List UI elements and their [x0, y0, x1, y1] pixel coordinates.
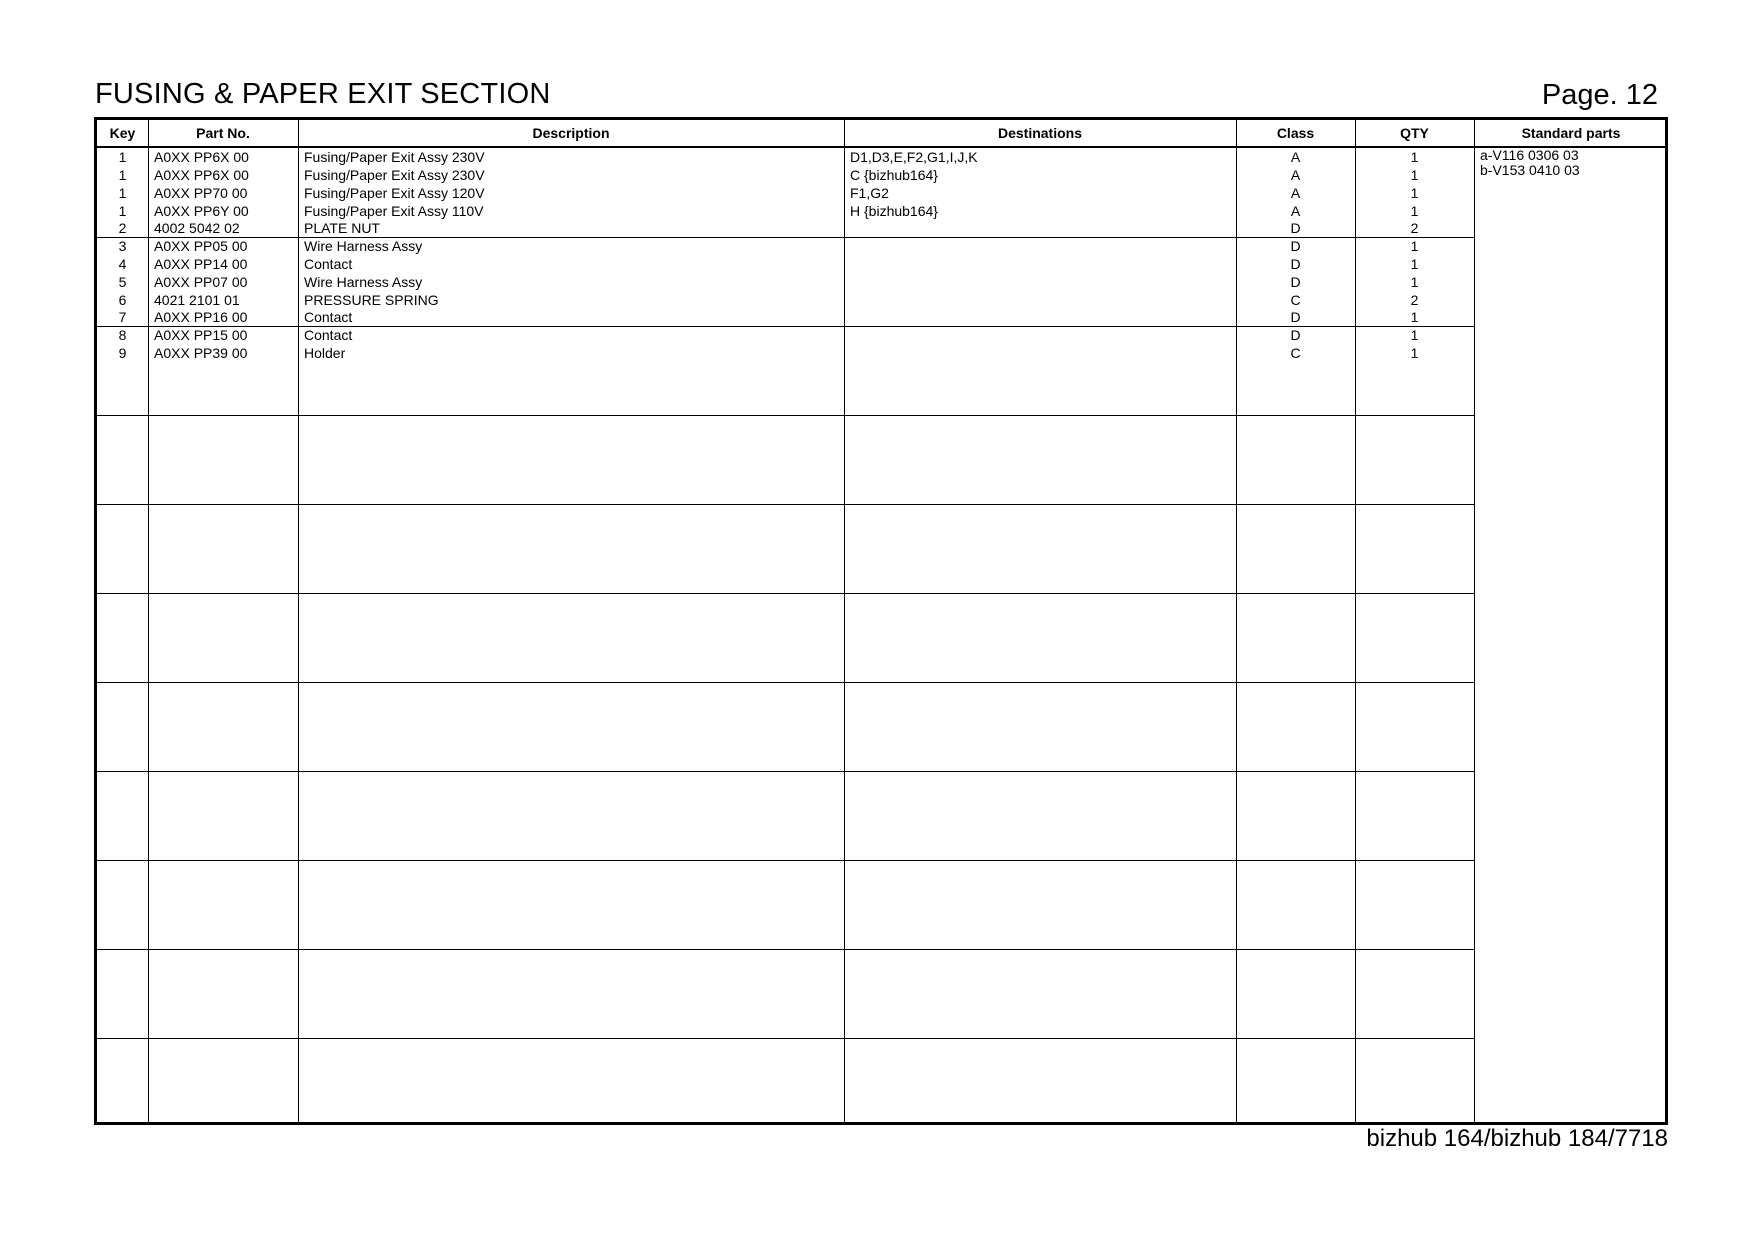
cell-class: D: [1290, 274, 1301, 290]
column-header-qty: QTY: [1400, 125, 1429, 141]
column-header-standard-parts: Standard parts: [1521, 125, 1621, 141]
cell-description: Contact: [304, 327, 353, 343]
cell-qty: 2: [1410, 292, 1419, 308]
cell-class: C: [1290, 345, 1301, 361]
cell-description: PRESSURE SPRING: [304, 292, 439, 308]
page-number: Page. 12: [1541, 79, 1658, 111]
cell-description: Fusing/Paper Exit Assy 120V: [304, 185, 485, 201]
cell-qty: 1: [1410, 309, 1419, 325]
cell-qty: 1: [1410, 167, 1419, 183]
parts-table: [94, 117, 1668, 1125]
cell-key: 1: [118, 203, 127, 219]
cell-part-no: A0XX PP14 00: [154, 256, 248, 272]
cell-qty: 1: [1410, 149, 1419, 165]
cell-destinations: D1,D3,E,F2,G1,I,J,K: [850, 149, 978, 165]
cell-description: Wire Harness Assy: [304, 238, 423, 254]
cell-qty: 1: [1410, 185, 1419, 201]
cell-class: D: [1290, 256, 1301, 272]
cell-description: Fusing/Paper Exit Assy 230V: [304, 149, 485, 165]
page-title: FUSING & PAPER EXIT SECTION: [95, 78, 551, 110]
cell-key: 2: [118, 220, 127, 236]
cell-key: 3: [118, 238, 127, 254]
row-group-divider: [97, 504, 1474, 505]
cell-part-no: A0XX PP07 00: [154, 274, 248, 290]
standard-part-a: a-V116 0306 03: [1480, 147, 1579, 163]
row-group-divider: [97, 771, 1474, 772]
cell-part-no: 4021 2101 01: [154, 292, 240, 308]
column-header-description: Description: [532, 125, 610, 141]
cell-key: 8: [118, 327, 127, 343]
cell-part-no: A0XX PP6X 00: [154, 149, 249, 165]
cell-part-no: A0XX PP6Y 00: [154, 203, 249, 219]
cell-class: C: [1290, 292, 1301, 308]
cell-class: A: [1290, 167, 1301, 183]
cell-description: Fusing/Paper Exit Assy 110V: [304, 203, 484, 219]
row-group-divider: [97, 682, 1474, 683]
cell-class: D: [1290, 220, 1301, 236]
cell-class: A: [1290, 149, 1301, 165]
column-header-key: Key: [109, 125, 136, 141]
cell-class: D: [1290, 238, 1301, 254]
cell-qty: 2: [1410, 220, 1419, 236]
column-divider: [1474, 120, 1475, 1122]
cell-part-no: A0XX PP15 00: [154, 327, 248, 343]
cell-qty: 1: [1410, 238, 1419, 254]
footer-model-name: bizhub 164/bizhub 184/7718: [1366, 1125, 1668, 1152]
cell-part-no: A0XX PP6X 00: [154, 167, 249, 183]
cell-part-no: A0XX PP16 00: [154, 309, 248, 325]
cell-qty: 1: [1410, 345, 1419, 361]
cell-qty: 1: [1410, 256, 1419, 272]
cell-destinations: F1,G2: [850, 185, 889, 201]
cell-class: A: [1290, 185, 1301, 201]
cell-qty: 1: [1410, 203, 1419, 219]
column-divider: [844, 120, 845, 1122]
column-divider: [298, 120, 299, 1122]
cell-destinations: C {bizhub164}: [850, 167, 938, 183]
cell-key: 4: [118, 256, 127, 272]
cell-class: D: [1290, 309, 1301, 325]
cell-part-no: A0XX PP05 00: [154, 238, 248, 254]
cell-class: D: [1290, 327, 1301, 343]
cell-qty: 1: [1410, 327, 1419, 343]
row-group-divider: [97, 1038, 1474, 1039]
column-header-part-no: Part No.: [196, 125, 250, 141]
cell-description: Holder: [304, 345, 346, 361]
cell-part-no: 4002 5042 02: [154, 220, 240, 236]
cell-key: 6: [118, 292, 127, 308]
row-group-divider: [97, 415, 1474, 416]
cell-description: Contact: [304, 256, 353, 272]
column-header-destinations: Destinations: [997, 125, 1082, 141]
cell-part-no: A0XX PP70 00: [154, 185, 248, 201]
cell-key: 1: [118, 185, 127, 201]
standard-part-b: b-V153 0410 03: [1480, 162, 1580, 178]
cell-part-no: A0XX PP39 00: [154, 345, 248, 361]
cell-qty: 1: [1410, 274, 1419, 290]
row-group-divider: [97, 593, 1474, 594]
cell-description: Wire Harness Assy: [304, 274, 423, 290]
row-group-divider: [97, 949, 1474, 950]
cell-key: 1: [118, 149, 127, 165]
column-header-class: Class: [1276, 125, 1315, 141]
cell-class: A: [1290, 203, 1301, 219]
cell-key: 9: [118, 345, 127, 361]
column-divider: [148, 120, 149, 1122]
cell-destinations: H {bizhub164}: [850, 203, 938, 219]
cell-key: 7: [118, 309, 127, 325]
row-group-divider: [97, 860, 1474, 861]
cell-key: 1: [118, 167, 127, 183]
cell-key: 5: [118, 274, 127, 290]
cell-description: Fusing/Paper Exit Assy 230V: [304, 167, 485, 183]
cell-description: Contact: [304, 309, 353, 325]
cell-description: PLATE NUT: [304, 220, 380, 236]
